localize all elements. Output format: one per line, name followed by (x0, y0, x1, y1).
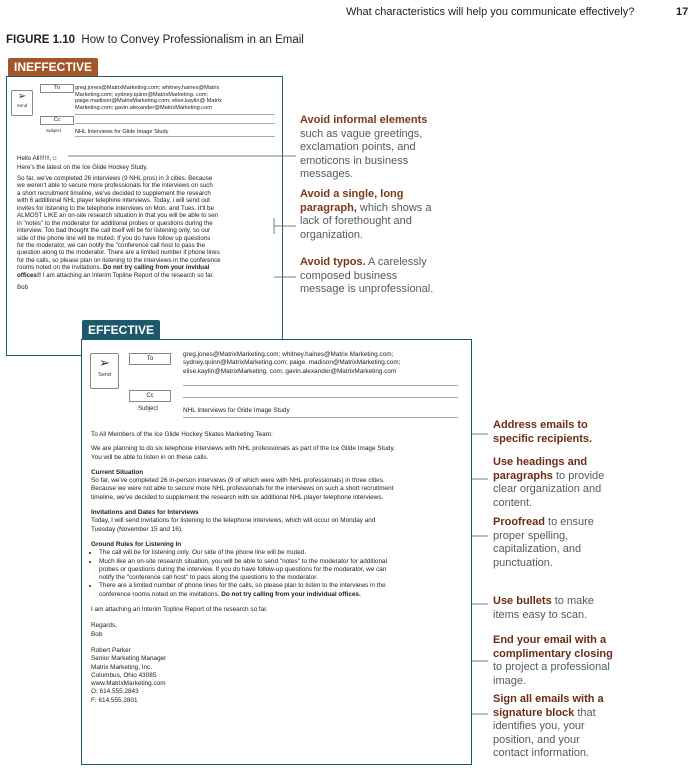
paragraph-invitations: Today, I will send invitations for listening to the telephone interviews, which will occur on Monday and Tuesday (November 15 and 16). (91, 517, 376, 533)
signature-block: Robert Parker Senior Marketing Manager Matrix Marketing, Inc. Columbus, Ohio 43085 www.MatrixMarketing.com O: 614.555.2843 F: 614.555.2801 (91, 646, 167, 704)
salutation: To All Members of the Ice Glide Hockey Skates Marketing Team: (91, 431, 273, 438)
ineffective-tab: INEFFECTIVE (8, 58, 98, 76)
subject-field-effective[interactable]: NHL Interviews for Glide Image Study (183, 407, 290, 414)
to-button[interactable]: To (40, 84, 74, 93)
subject-label: Subject (46, 128, 62, 133)
attachment-line: I am attaching an Interim Topline Report of the research so far. (91, 606, 268, 614)
effective-tab: EFFECTIVE (82, 320, 160, 340)
list-item: • There are a limited number of phone lines for the calls, so please plan to listen to the interviews in the conference rooms noted on the invitations. Do not try calling from your individual offices. (99, 582, 465, 599)
send-label-effective: Send (98, 372, 111, 378)
subject-underline-effective (183, 417, 458, 418)
to-button-effective[interactable]: To (129, 353, 171, 365)
subject-label-effective: Subject (138, 406, 159, 412)
send-label: Send (16, 103, 28, 108)
send-button-effective[interactable] (90, 353, 119, 389)
cc-underline-effective (183, 397, 458, 398)
effective-email (81, 339, 472, 765)
cc-button-effective[interactable]: Cc (129, 390, 171, 402)
closing: Regards, Bob (91, 622, 117, 638)
annotation-bullets: Use bullets to make items easy to scan. (493, 595, 594, 621)
cc-button[interactable]: Cc (40, 116, 74, 125)
annotation-closing: End your email with a complimentary closing to project a professional image. (493, 634, 613, 687)
heading-ground-rules: Ground Rules for Listening In (91, 540, 182, 548)
intro-paragraph: We are planning to do six telephone interviews with NHL professionals as part of the Ice Glide Image Study. You will be able to listen in on these calls. (91, 445, 395, 461)
send-icon-effective: ➢ (99, 355, 110, 370)
send-icon: ➢ (17, 91, 27, 102)
annotation-typos: Avoid typos. A carelessly composed business message is unprofessional. (300, 256, 434, 295)
greeting: Hello All!!!!!!,☺ (17, 155, 58, 162)
annotation-proofread: Proofread to ensure proper spelling, capitalization, and punctuation. (493, 516, 594, 569)
effective-body (91, 431, 465, 705)
figure-label: FIGURE 1.10 (6, 34, 76, 46)
page-number: 17 (676, 6, 689, 18)
paragraph-current-situation: So far, we've completed 26 in-person interviews (9 of which were with NHL professionals) in three cities. Because we were not able to secure more NHL professionals for the interviews on such a short recruitment timeline, we've decided to supplement the research with six additional NHL player telephone interviews. (91, 477, 394, 501)
list-item: • Much like an on-site research situation, you will be able to send "notes" to the moderator for additional probes or questions during the interview. If you do have follow-up questions for the moderator, we can notify the "conference call host" to pass along the questions to the moderator. (99, 558, 465, 583)
signoff: Bob (17, 284, 29, 292)
ground-rules-list (91, 549, 465, 599)
long-paragraph: So far, we've completed 26 interviews (9 NHL pros) in 3 cities. Because we weren't able to secure more professionals for the interviews on such a short recruitment timeline, we've decided to supplement the research with 6 additional NHL player telephine interviews. Today, i will send out invites for listening to the telephone interviews on Mon. and Tues. It'll be ALMOST LIKE an on-site research situation in that you will be able to sen in "notes" to the moderator for additional probes or questions during the interview. Too bad thought the call itself will be for listening only, so our side of the phone line will be muted. If you do have follow up questions for the moderator, we can notify the "conference call host to pass the question along to the moderator. There are a limited number if phone lines for the calls, so please plan on listening to the interviews in the conference rooms noted on the invitations. Do not try calling from your invidual offices!! I am attaching an Interim Topline Report of the research so far. (17, 174, 221, 279)
to-field-effective[interactable]: greg.jones@MatrixMarketing.com; whitney.haines@Matrix Marketing.com; sydney.quinn@MatrixMarketing.com; paige. madison@MatrixMarketing.com; elise.kaylin@MatrixMarketing. com; gavin.alexander@MatrixMarketing.com (183, 351, 401, 375)
to-field[interactable]: greg.jones@MatrixMarketing.com; whitney.haines@Matrix Marketing.com; sydney.quinn@MatrixMarketing. com; paige.madison@MatrixMarketing.com; elise.kaylin@ Matrix Marketing.com; gavin.alexander@MatrixMarketing.com (75, 85, 222, 111)
heading-invitations: Invitations and Dates for Interviews (91, 509, 199, 517)
to-underline-effective (183, 385, 458, 386)
annotation-recipients: Address emails to specific recipients. (493, 419, 593, 445)
list-item: • The call will be for listening only. Our side of the phone line will be muted. (99, 549, 465, 557)
annotation-signature: Sign all emails with a signature block that identifies you, your position, and your contact information. (493, 693, 604, 759)
subject-field[interactable]: NHL Interviews for Glide Image Study (75, 129, 169, 135)
figure-caption: How to Convey Professionalism in an Email (81, 34, 304, 46)
running-header: What characteristics will help you communicate effectively? (346, 6, 635, 18)
annotation-headings: Use headings and paragraphs to provide clear organization and content. (493, 456, 605, 509)
annotation-long-paragraph: Avoid a single, long paragraph, which shows a lack of forethought and organization. (300, 188, 432, 241)
annotation-informal: Avoid informal elements such as vague greetings, exclamation points, and emoticons in business messages. (300, 114, 428, 180)
heading-current-situation: Current Situation (91, 468, 144, 476)
intro-line: Here's the latest on the Ice Glide Hockey Study. (17, 164, 148, 172)
